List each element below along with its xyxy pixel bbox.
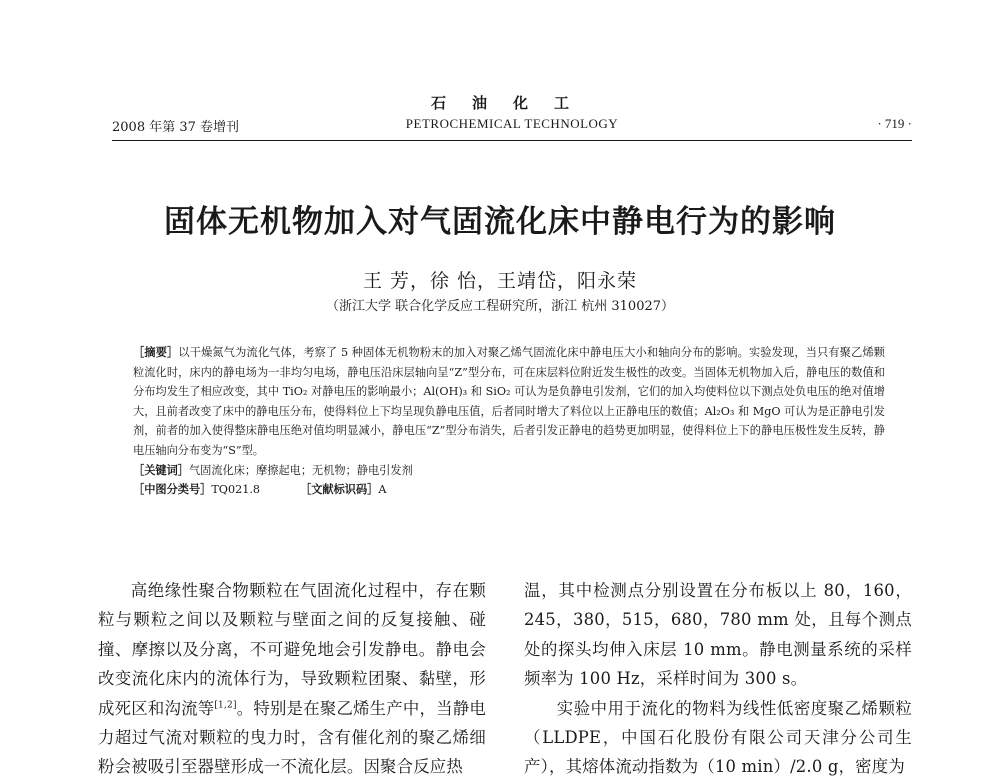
- body-column-right: [524, 576, 912, 782]
- header-divider: [112, 140, 912, 141]
- document-code-label: ［文献标识码］: [300, 482, 379, 497]
- abstract-block: [133, 343, 885, 500]
- affiliation: （浙江大学 联合化学反应工程研究所，浙江 杭州 310027）: [325, 299, 675, 314]
- journal-name-en: PETROCHEMICAL TECHNOLOGY: [405, 116, 619, 131]
- page-number: · 719 ·: [877, 116, 912, 131]
- abstract-text: 以干燥氮气为流化气体，考察了 5 种固体无机物粉末的加入对聚乙烯气固流化床中静电压大小和轴向分布的影响。实验发现，当只有聚乙烯颗粒流化时，床内的静电场为一非均匀电场，静电压沿床层轴向呈“Z”型分布，可在床层料位附近发生极性的改变。当固体无机物加入后，静电压的数值和分布均发生了相应改变，其中 TiO₂ 对静电压的影响最小；Al(OH)₃ 和 SiO₂ 可认为是负静电引发剂，它们的加入均使料位以下测点处负电压的绝对值增大，且前者改变了床中的静电压分布，使得料位上下均呈现负静电压值，后者同时增大了料位以上正静电压的数值；Al₂O₃ 和 MgO 可认为是正静电引发剂，前者的加入使得整床静电压绝对值均明显减小，静电压“Z”型分布消失，后者引发正静电的趋势更加明显，使得料位上下的静电压极性发生反转，静电压轴向分布变为“S”型。: [133, 346, 885, 457]
- author-list: 王 芳，徐 怡，王靖岱，阳永荣: [362, 270, 638, 292]
- body-paragraph: 实验中用于流化的物料为线性低密度聚乙烯颗粒（LLDPE，中国石化股份有限公司天津分公司生产），其熔体流动指数为（10 min）/2.0 g，密度为: [524, 698, 912, 777]
- body-paragraph: 温，其中检测点分别设置在分布板以上 80，160，245，380，515，680，780 mm 处，且每个测点处的探头均伸入床层 10 mm。静电测量系统的采样频率为 100 Hz，采样时间为 300 s。: [524, 581, 912, 689]
- keywords-text: 气固流化床；摩擦起电；无机物；静电引发剂: [188, 463, 413, 477]
- running-header: [112, 116, 912, 136]
- classification: [133, 480, 885, 500]
- abstract-label: ［摘要］: [133, 345, 179, 359]
- citation: [1,2]: [214, 700, 237, 711]
- body-paragraph: 高绝缘性聚合物颗粒在气固流化过程中，存在颗粒与颗粒之间以及颗粒与壁面之间的反复接触、碰撞、摩擦以及分离，不可避免地会引发静电。静电会改变流化床内的流体行为，导致颗粒团聚、黏壁，形成死区和沟流等[1,2]。特别是在聚乙烯生产中，当静电力超过气流对颗粒的曳力时，含有催化剂的聚乙烯细粉会被吸引至器壁形成一不流化层。因聚合反应热: [98, 581, 486, 777]
- abstract: [133, 343, 885, 461]
- keywords-label: ［关键词］: [133, 462, 189, 477]
- classification-label: ［中图分类号］: [133, 482, 212, 497]
- keywords: [133, 461, 885, 481]
- classification-value: TQ021.8: [211, 483, 260, 497]
- document-code-value: A: [378, 483, 387, 497]
- issue-info: 2008 年第 37 卷增刊: [112, 120, 240, 135]
- paper-title: 固体无机物加入对气固流化床中静电行为的影响: [164, 204, 836, 240]
- journal-name-cn: 石油化工: [430, 94, 595, 112]
- body-column-left: [98, 576, 486, 782]
